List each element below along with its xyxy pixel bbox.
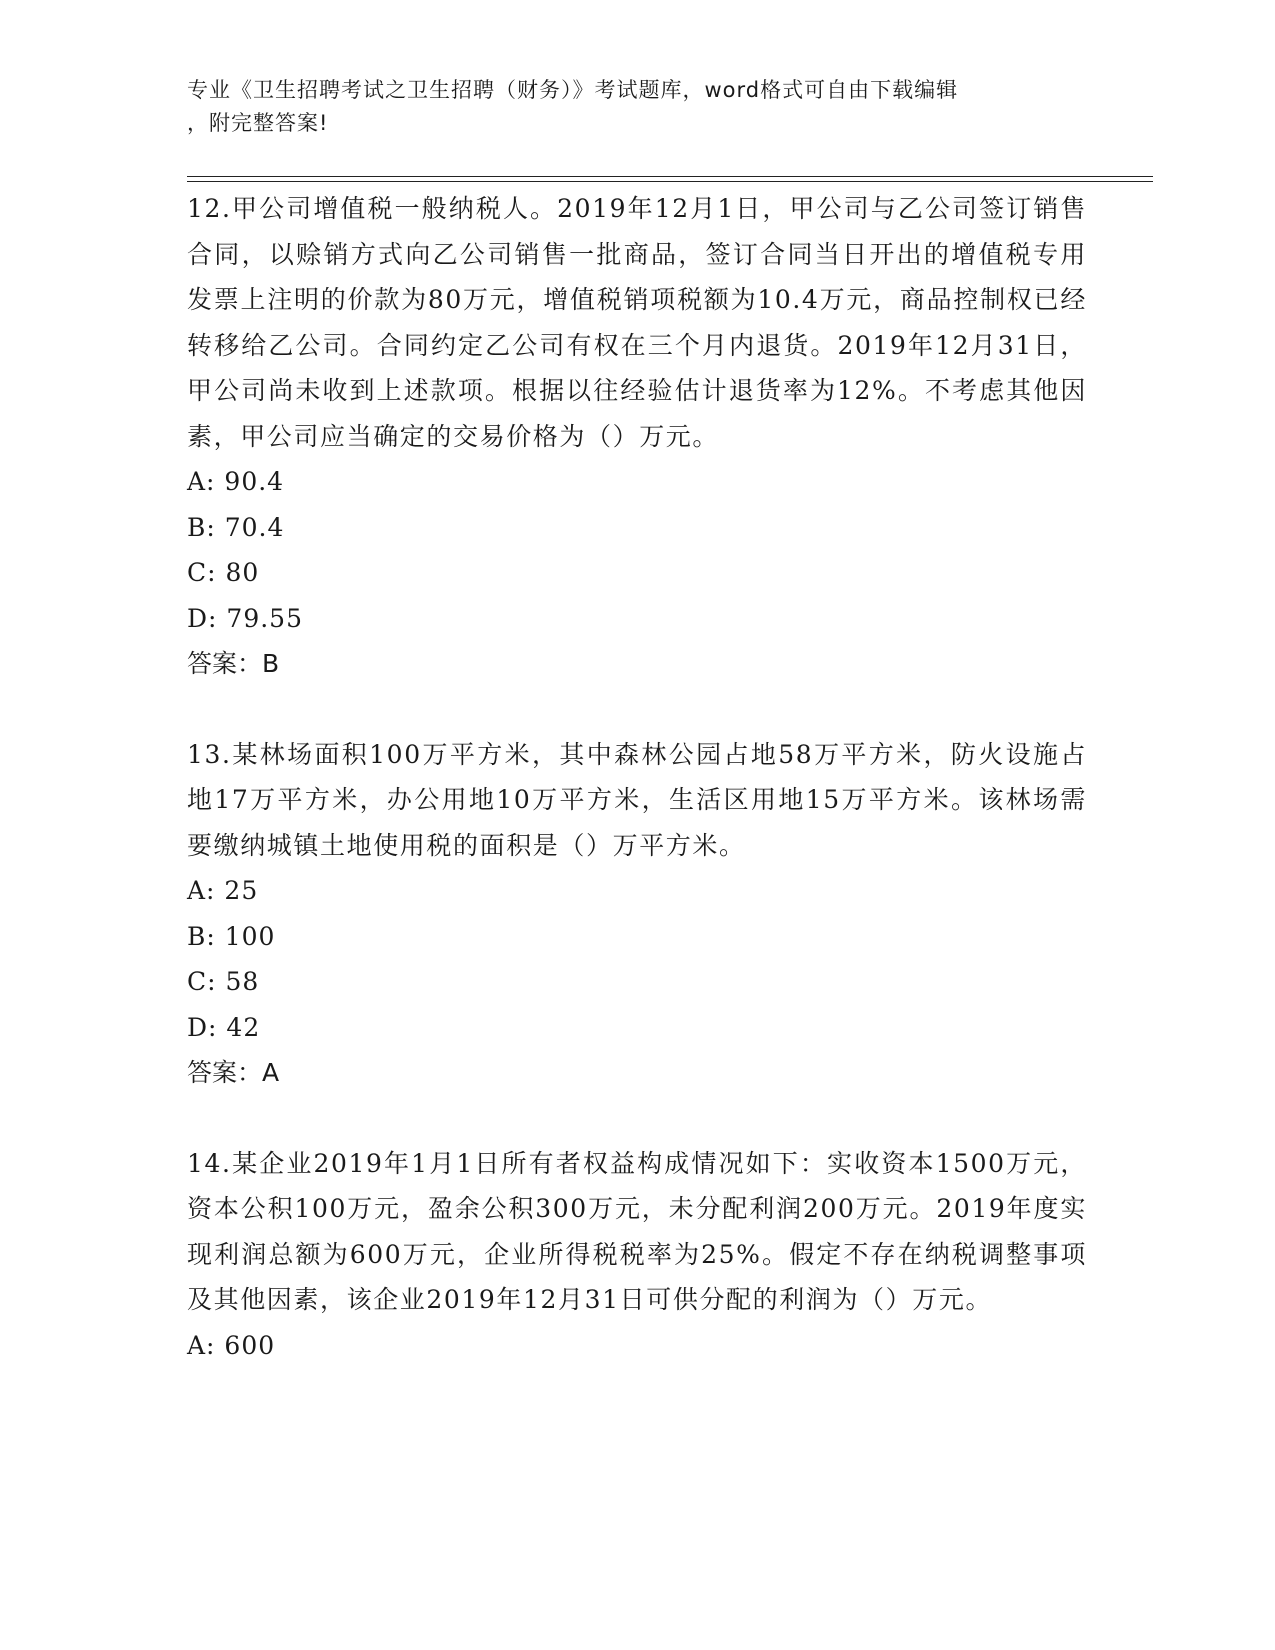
- answer-label: 答案：B: [187, 649, 280, 678]
- question-list: [187, 186, 1087, 1368]
- option-a: A: 25: [187, 876, 259, 905]
- option-d: D: 79.55: [187, 603, 303, 633]
- question-12: [187, 186, 1087, 687]
- option-d: D: 42: [187, 1012, 261, 1042]
- option-a: A: 90.4: [187, 467, 285, 496]
- question-14: [187, 1141, 1087, 1369]
- option-b: B: 100: [187, 921, 276, 951]
- spacer: [187, 1096, 1087, 1141]
- question-stem: 13.某林场面积100万平方米，其中森林公园占地58万平方米，防火设施占地17万平方米，办公用地10万平方米，生活区用地15万平方米。该林场需要缴纳城镇土地使用税的面积是（）万平方米。: [187, 739, 1087, 860]
- question-13: [187, 732, 1087, 1096]
- header-line-2: ，附完整答案!: [187, 111, 329, 135]
- question-stem: 12.甲公司增值税一般纳税人。2019年12月1日，甲公司与乙公司签订销售合同，以赊销方式向乙公司销售一批商品，签订合同当日开出的增值税专用发票上注明的价款为80万元，增值税销项税额为10.4万元，商品控制权已经转移给乙公司。合同约定乙公司有权在三个月内退货。2019年12月31日，甲公司尚未收到上述款项。根据以往经验估计退货率为12%。不考虑其他因素，甲公司应当确定的交易价格为（）万元。: [187, 194, 1087, 451]
- option-c: C: 80: [187, 558, 260, 587]
- spacer: [187, 687, 1087, 732]
- page-header: [187, 74, 1067, 140]
- option-a: A: 600: [187, 1330, 276, 1360]
- header-divider-bottom: [187, 181, 1153, 182]
- option-b: B: 70.4: [187, 512, 285, 542]
- header-divider-top: [187, 176, 1153, 177]
- answer-label: 答案：A: [187, 1058, 280, 1087]
- header-line-1: 专业《卫生招聘考试之卫生招聘（财务）》考试题库，word格式可自由下载编辑: [187, 78, 959, 102]
- option-c: C: 58: [187, 967, 260, 996]
- question-stem: 14.某企业2019年1月1日所有者权益构成情况如下：实收资本1500万元，资本公积100万元，盈余公积300万元，未分配利润200万元。2019年度实现利润总额为600万元，企业所得税税率为25%。假定不存在纳税调整事项及其他因素，该企业2019年12月31日可供分配的利润为（）万元。: [187, 1148, 1087, 1314]
